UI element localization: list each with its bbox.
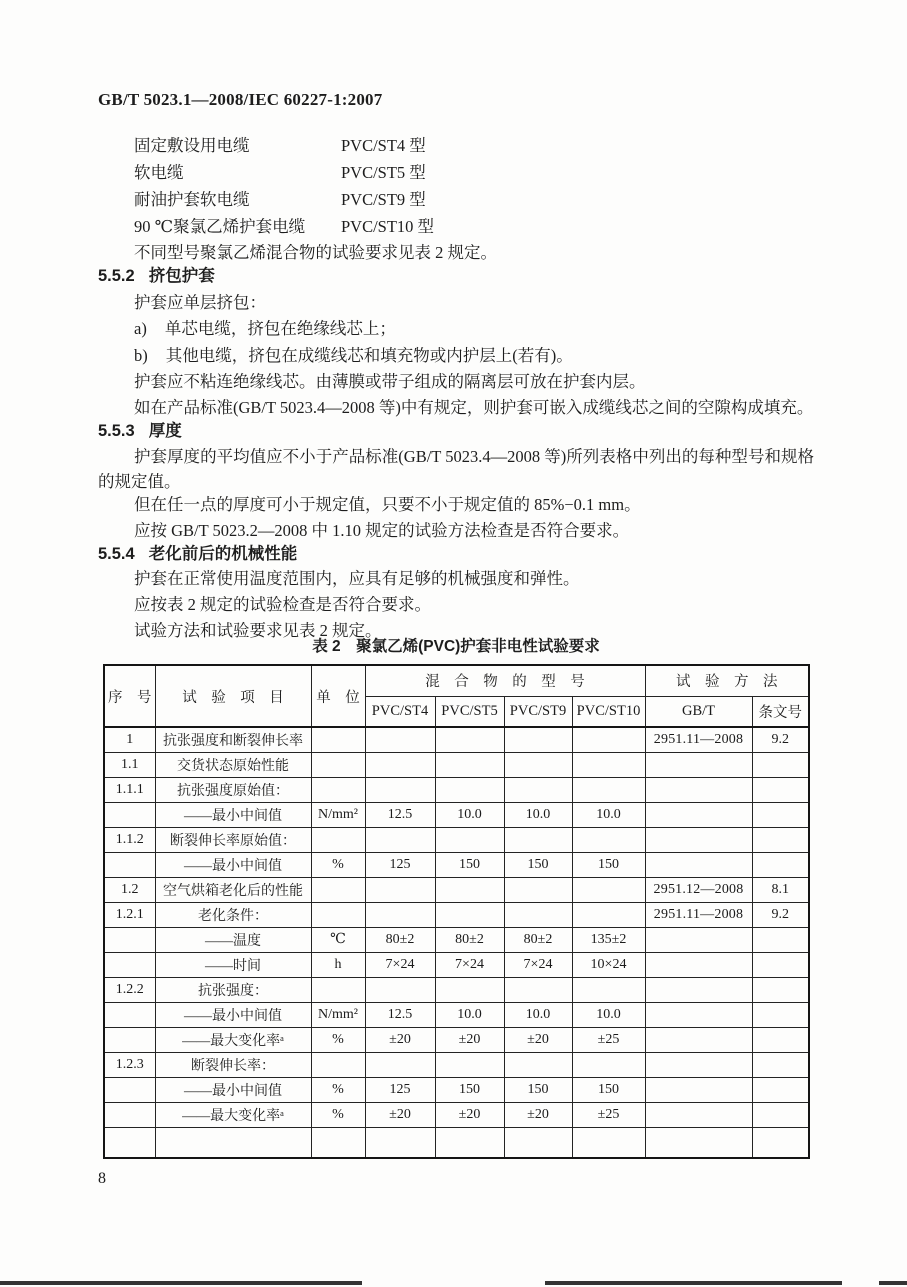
table-cell: 9.2	[752, 902, 809, 927]
table-cell: 1.1.1	[104, 777, 155, 802]
cable-type-label: 90 ℃聚氯乙烯护套电缆	[134, 217, 306, 236]
table-cell	[645, 1027, 752, 1052]
table-cell: 125	[365, 1077, 435, 1102]
paragraph: 如在产品标准(GB/T 5023.4—2008 等)中有规定，则护套可嵌入成缆线芯之间的空隙构成填充。	[134, 398, 814, 417]
table-cell: 2951.11—2008	[645, 902, 752, 927]
table-title: 表 2 聚氯乙烯(PVC)护套非电性试验要求	[312, 638, 600, 655]
table-header-cell: 单 位	[311, 665, 365, 727]
table-cell: 150	[435, 1077, 504, 1102]
standard-code: GB/T 5023.1—2008/IEC 60227-1:2007	[98, 90, 383, 109]
table-cell	[104, 927, 155, 952]
table-row	[104, 852, 809, 877]
table-cell	[365, 827, 435, 852]
table-cell	[435, 727, 504, 752]
table-cell: ±25	[572, 1102, 645, 1127]
table-row	[104, 952, 809, 977]
list-marker: a)	[134, 319, 147, 338]
table-cell	[572, 977, 645, 1002]
table-cell	[504, 1127, 572, 1158]
table-cell: 10.0	[435, 802, 504, 827]
table-cell	[645, 852, 752, 877]
table-cell	[504, 777, 572, 802]
table-cell: 9.2	[752, 727, 809, 752]
table-cell	[645, 927, 752, 952]
list-item-a	[98, 316, 850, 341]
table-cell	[311, 827, 365, 852]
table-cell	[572, 1127, 645, 1158]
table-cell: 10×24	[572, 952, 645, 977]
table-header-group-mixture: 混 合 物 的 型 号	[365, 665, 645, 696]
table-cell: ±25	[572, 1027, 645, 1052]
table-header-cell: GB/T	[645, 696, 752, 727]
table-row	[104, 1002, 809, 1027]
list-text: 单芯电缆，挤包在绝缘线芯上；	[164, 319, 396, 338]
paragraph: 护套在正常使用温度范围内，应具有足够的机械强度和弹性。	[134, 569, 580, 588]
table-cell	[311, 1052, 365, 1077]
table-cell	[645, 1102, 752, 1127]
table-cell: ±20	[365, 1027, 435, 1052]
table-header-cell: 试 验 项 目	[155, 665, 311, 727]
cable-type-label: 固定敷设用电缆	[134, 136, 250, 155]
table-cell: ——最大变化率ᵃ	[155, 1027, 311, 1052]
table-cell	[435, 1127, 504, 1158]
table-cell: ±20	[504, 1027, 572, 1052]
table-cell	[104, 1077, 155, 1102]
cable-type-value: PVC/ST5 型	[341, 163, 426, 182]
table-cell	[104, 1002, 155, 1027]
table-row	[104, 802, 809, 827]
table-header	[104, 665, 809, 727]
section-number: 5.5.4	[98, 545, 135, 563]
table-cell: 抗张强度和断裂伸长率	[155, 727, 311, 752]
table-row	[104, 1102, 809, 1127]
table-cell	[752, 1002, 809, 1027]
table-cell: 2951.12—2008	[645, 877, 752, 902]
table-cell	[504, 752, 572, 777]
cable-type-row	[98, 132, 814, 159]
table-cell	[752, 777, 809, 802]
cable-type-row	[98, 213, 814, 240]
table-row-empty	[104, 1127, 809, 1158]
table-cell: ±20	[435, 1102, 504, 1127]
cable-type-label: 软电缆	[134, 163, 184, 182]
table-cell	[752, 852, 809, 877]
table-cell: ——最小中间值	[155, 1002, 311, 1027]
table-cell	[504, 727, 572, 752]
table-cell: h	[311, 952, 365, 977]
table-cell: ——最小中间值	[155, 852, 311, 877]
list-item-b	[98, 343, 850, 368]
table-cell	[435, 902, 504, 927]
section-number: 5.5.2	[98, 267, 135, 285]
section-heading-5-5-2	[98, 264, 814, 288]
table-cell: 10.0	[504, 802, 572, 827]
table-cell	[311, 752, 365, 777]
cable-type-value: PVC/ST9 型	[341, 190, 426, 209]
table-cell: 80±2	[435, 927, 504, 952]
table-row	[104, 927, 809, 952]
table-cell: 1	[104, 727, 155, 752]
paragraph: 应按表 2 规定的试验检查是否符合要求。	[134, 595, 431, 614]
table-cell: 1.1.2	[104, 827, 155, 852]
table-row	[104, 727, 809, 752]
table-cell: 150	[572, 1077, 645, 1102]
table-cell	[572, 1052, 645, 1077]
table-cell	[752, 977, 809, 1002]
table-cell: 1.2	[104, 877, 155, 902]
table-cell	[752, 1027, 809, 1052]
table-header-cell: PVC/ST4	[365, 696, 435, 727]
table-cell	[104, 952, 155, 977]
table-cell: 80±2	[365, 927, 435, 952]
table-cell	[365, 777, 435, 802]
table-header-cell: 序 号	[104, 665, 155, 727]
table-cell	[435, 877, 504, 902]
list-marker: b)	[134, 346, 148, 365]
section-number: 5.5.3	[98, 422, 135, 440]
table-cell: 12.5	[365, 802, 435, 827]
scan-artifact-bar	[879, 1281, 907, 1285]
table-row	[104, 1052, 809, 1077]
table-cell	[752, 952, 809, 977]
table-cell: 2951.11—2008	[645, 727, 752, 752]
table-cell: 7×24	[365, 952, 435, 977]
table-cell: 8.1	[752, 877, 809, 902]
scan-artifact-bar	[545, 1281, 842, 1285]
table-cell: 断裂伸长率原始值：	[155, 827, 311, 852]
paragraph: 护套应单层挤包：	[134, 293, 266, 312]
table-cell	[645, 952, 752, 977]
paragraph: 试验方法和试验要求见表 2 规定。	[134, 621, 382, 640]
cable-type-label: 耐油护套软电缆	[134, 190, 250, 209]
table-cell	[645, 752, 752, 777]
table-header-group-method: 试 验 方 法	[645, 665, 809, 696]
table-cell	[311, 777, 365, 802]
table-cell	[645, 827, 752, 852]
table-cell	[435, 752, 504, 777]
table-header-cell: PVC/ST5	[435, 696, 504, 727]
table-cell	[104, 1027, 155, 1052]
table-cell	[572, 827, 645, 852]
table-cell: 1.1	[104, 752, 155, 777]
table-cell: ——最小中间值	[155, 1077, 311, 1102]
table-cell	[104, 802, 155, 827]
table-cell	[311, 902, 365, 927]
intro-note: 不同型号聚氯乙烯混合物的试验要求见表 2 规定。	[134, 243, 497, 262]
table-header-cell: 条文号	[752, 696, 809, 727]
table-cell: 150	[504, 1077, 572, 1102]
paragraph: 护套厚度的平均值应不小于产品标准(GB/T 5023.4—2008 等)所列表格中列出的每种型号和规格的规定值。	[98, 447, 814, 491]
table-cell	[645, 977, 752, 1002]
cable-type-row	[98, 159, 814, 186]
table-cell: 10.0	[435, 1002, 504, 1027]
scan-artifact-bar	[0, 1281, 362, 1285]
table-cell: 135±2	[572, 927, 645, 952]
table-row	[104, 827, 809, 852]
table-cell: ℃	[311, 927, 365, 952]
table-cell	[365, 1127, 435, 1158]
table-cell	[572, 902, 645, 927]
table-cell: ——温度	[155, 927, 311, 952]
table-row	[104, 1027, 809, 1052]
table-cell	[155, 1127, 311, 1158]
table-cell	[645, 802, 752, 827]
table-cell: 1.2.3	[104, 1052, 155, 1077]
table-cell: 80±2	[504, 927, 572, 952]
table-cell: 10.0	[572, 802, 645, 827]
table-cell	[645, 777, 752, 802]
section-title: 厚度	[148, 422, 182, 440]
table-row	[104, 977, 809, 1002]
table-cell	[104, 852, 155, 877]
cable-type-row	[98, 186, 814, 213]
table-cell	[104, 1127, 155, 1158]
page-number: 8	[98, 1170, 106, 1187]
table-cell: 10.0	[572, 1002, 645, 1027]
table-cell: 12.5	[365, 1002, 435, 1027]
table-cell	[752, 1102, 809, 1127]
table-cell	[572, 777, 645, 802]
table-cell	[645, 1052, 752, 1077]
table-cell	[365, 727, 435, 752]
table-cell: 7×24	[435, 952, 504, 977]
table-cell: %	[311, 1102, 365, 1127]
table-cell: ±20	[435, 1027, 504, 1052]
table-cell	[645, 1127, 752, 1158]
table-cell	[752, 1052, 809, 1077]
paragraph: 但在任一点的厚度可小于规定值，只要不小于规定值的 85%−0.1 mm。	[134, 495, 641, 514]
table-cell	[504, 877, 572, 902]
table-cell: %	[311, 1077, 365, 1102]
table-cell: ±20	[504, 1102, 572, 1127]
table-cell: 150	[435, 852, 504, 877]
table-cell: 125	[365, 852, 435, 877]
table-cell	[104, 1102, 155, 1127]
section-heading-5-5-4	[98, 542, 814, 566]
cable-type-value: PVC/ST4 型	[341, 136, 426, 155]
table-cell	[572, 877, 645, 902]
table-cell	[645, 1002, 752, 1027]
table-body	[104, 727, 809, 1158]
table-row	[104, 902, 809, 927]
table-cell: 断裂伸长率：	[155, 1052, 311, 1077]
table-cell	[752, 827, 809, 852]
table-header-cell: PVC/ST9	[504, 696, 572, 727]
table-cell: 抗张强度：	[155, 977, 311, 1002]
table-cell: 7×24	[504, 952, 572, 977]
table-cell: 150	[572, 852, 645, 877]
table-cell: 1.2.2	[104, 977, 155, 1002]
paragraph: 护套应不粘连绝缘线芯。由薄膜或带子组成的隔离层可放在护套内层。	[134, 372, 646, 391]
cable-type-list	[98, 132, 814, 240]
table-cell	[572, 752, 645, 777]
table-cell	[752, 802, 809, 827]
table-cell: 150	[504, 852, 572, 877]
table-cell	[365, 902, 435, 927]
table-cell	[435, 827, 504, 852]
section-title: 挤包护套	[148, 267, 215, 285]
table-cell	[645, 1077, 752, 1102]
table-cell	[435, 1052, 504, 1077]
spec-table	[103, 664, 810, 1159]
table-cell	[311, 877, 365, 902]
table-cell: %	[311, 852, 365, 877]
table-cell: N/mm²	[311, 1002, 365, 1027]
table-cell: ——时间	[155, 952, 311, 977]
table-cell	[752, 927, 809, 952]
table-cell	[365, 877, 435, 902]
table-cell	[504, 1052, 572, 1077]
table-cell: 空气烘箱老化后的性能	[155, 877, 311, 902]
table-cell	[435, 977, 504, 1002]
table-cell: %	[311, 1027, 365, 1052]
paragraph: 应按 GB/T 5023.2—2008 中 1.10 规定的试验方法检查是否符合要求。	[134, 521, 630, 540]
table-cell	[435, 777, 504, 802]
table-cell	[752, 1077, 809, 1102]
table-cell	[752, 1127, 809, 1158]
list-text: 其他电缆，挤包在成缆线芯和填充物或内护层上(若有)。	[165, 346, 573, 365]
cable-type-value: PVC/ST10 型	[341, 217, 435, 236]
table-cell	[365, 977, 435, 1002]
table-cell	[365, 1052, 435, 1077]
table-cell	[311, 977, 365, 1002]
table-cell: ——最大变化率ᵃ	[155, 1102, 311, 1127]
table-cell: 10.0	[504, 1002, 572, 1027]
table-row	[104, 877, 809, 902]
table-cell: 老化条件：	[155, 902, 311, 927]
table-cell: N/mm²	[311, 802, 365, 827]
table-row	[104, 752, 809, 777]
table-header-cell: PVC/ST10	[572, 696, 645, 727]
table-row	[104, 1077, 809, 1102]
table-cell: ±20	[365, 1102, 435, 1127]
table-row	[104, 777, 809, 802]
table-cell: 抗张强度原始值：	[155, 777, 311, 802]
table-cell	[365, 752, 435, 777]
table-cell: 交货状态原始性能	[155, 752, 311, 777]
section-heading-5-5-3	[98, 419, 814, 443]
table-cell	[504, 902, 572, 927]
table-cell	[311, 727, 365, 752]
table-cell	[504, 827, 572, 852]
section-title: 老化前后的机械性能	[148, 545, 298, 563]
table-cell	[572, 727, 645, 752]
table-cell	[311, 1127, 365, 1158]
table-cell	[752, 752, 809, 777]
table-cell: 1.2.1	[104, 902, 155, 927]
table-cell	[504, 977, 572, 1002]
table-cell: ——最小中间值	[155, 802, 311, 827]
